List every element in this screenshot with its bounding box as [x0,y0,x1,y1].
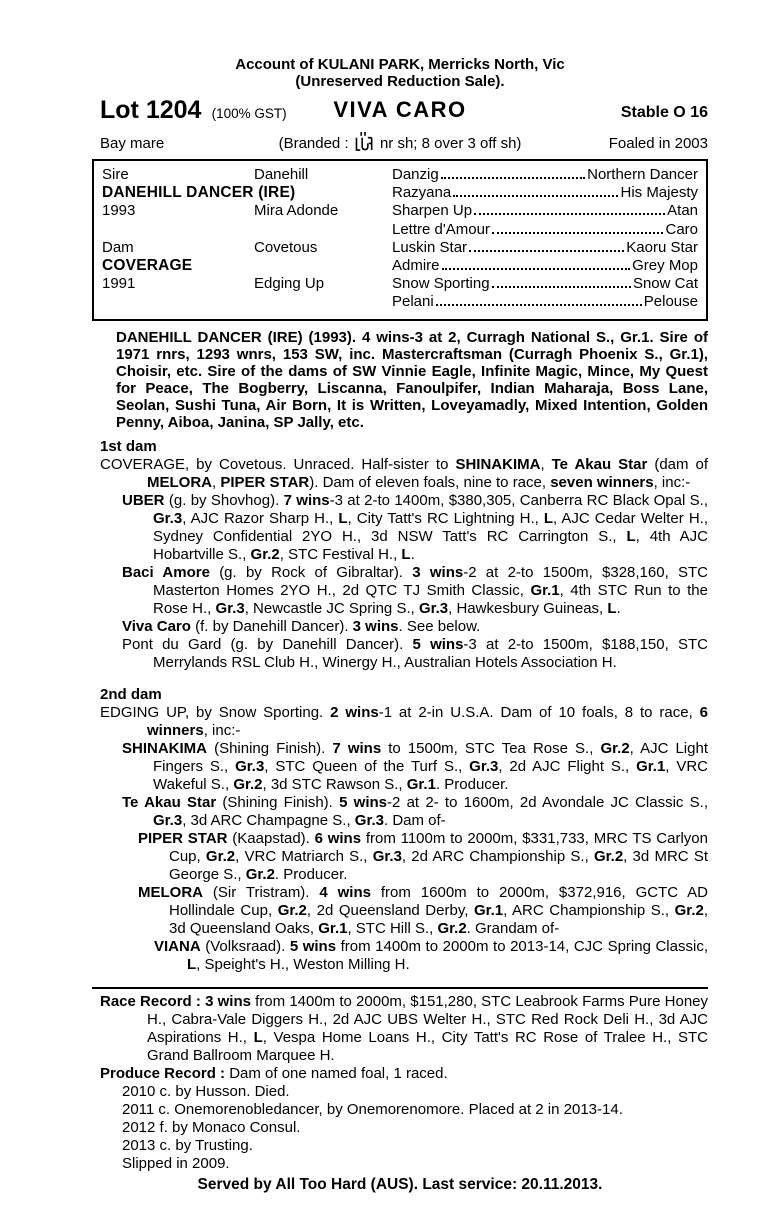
dot-leader [492,286,631,288]
second-dam-entry: EDGING UP, by Snow Sporting. 2 wins-1 at 2-in U.S.A. Dam of 10 foals, 8 to race, 6 winners, inc:- [100,703,708,739]
progeny-viana: VIANA (Volksraad). 5 wins from 1400m to 2000m to 2013-14, CJC Spring Classic, L, Speight's H., Weston Milling H. [154,937,708,973]
brand-note-suffix: nr sh; 8 over 3 off sh) [379,135,522,152]
lot-label-group [100,96,287,125]
empty-cell [254,184,392,202]
progeny-piper-star: PIPER STAR (Kaapstad). 6 wins from 1100m to 2000m, $331,733, MRC TS Carlyon Cup, Gr.2, VRC Matriarch S., Gr.3, 2d ARC Championship S., Gr.2, 3d MRC St George S., Gr.2. Producer. [138,829,709,883]
progeny-melora: MELORA (Sir Tristram). 4 wins from 1600m to 2000m, $372,916, GCTC AD Hollindale Cup, Gr.2, 2d Queensland Derby, Gr.1, ARC Championship S., Gr.2, 3d Queensland Oaks, Gr.1, STC Hill S., Gr.2. Grandam of- [138,883,708,937]
dot-leader [474,213,665,215]
ancestor-parent: Pelouse [643,293,698,311]
ancestor-parent: Northern Dancer [587,166,698,183]
progeny-uber: UBER (g. by Shovhog). 7 wins-3 at 2-to 1400m, $380,305, Canberra RC Black Opal S., Gr.3, AJC Razor Sharp H., L, City Tatt's RC Lightning H., L, AJC Cedar Welter H., Sydney Confidential 2YO H., 3d NSW Tatt's RC Carrington S., L, 4th AJC Hobartville S., Gr.2, STC Festival H., L. [122,491,708,563]
ancestor-name: Lettre d'Amour [392,220,490,238]
dam-dam: Edging Up [254,275,325,293]
gst-note: (100% GST) [211,106,287,121]
stable-location: Stable O 16 [620,104,708,121]
sire-summary: DANEHILL DANCER (IRE) (1993). 4 wins-3 at 2, Curragh National S., Gr.1. Sire of 1971 rnrs, 1293 wnrs, 153 SW, inc. Mastercraftsman (Curragh Phoenix S., Gr.1), Choisir, etc. Sire of the dams of SW Vinnie Eagle, Infinite Magic, Mince, My Quest for Peace, The Bogberry, Liscanna, Fanoulpifer, Indian Maharaja, Boss Lane, Seolan, Sushi Tuna, Air Born, It is Written, Loveyamadly, Mixed Intention, Golden Penny, Aiboa, Janina, SP Jally, etc. [116,328,708,431]
dot-leader [436,304,642,306]
horse-brand-mark-icon [355,131,374,152]
produce-item-2013: 2013 c. by Trusting. [122,1136,253,1154]
progeny-te-akau-star: Te Akau Star (Shining Finish). 5 wins-2 at 2- to 1600m, 2d Avondale JC Classic S., Gr.3, 3d ARC Champagne S., Gr.3. Dam of- [122,793,708,829]
account-line-1: Account of KULANI PARK, Merricks North, Vic [235,56,565,73]
produce-item-slipped: Slipped in 2009. [122,1154,230,1172]
ancestor-parent: Kaoru Star [626,238,698,256]
sire-dam: Mira Adonde [254,202,339,220]
empty-cell [254,257,392,275]
lot-header-row [92,94,708,127]
lot-number: Lot 1204 [100,96,202,124]
sire-label: Sire [102,166,129,183]
dot-leader [492,232,664,234]
ancestor-row [392,184,698,202]
first-dam-entry: COVERAGE, by Covetous. Unraced. Half-sister to SHINAKIMA, Te Akau Star (dam of MELORA, PIPER STAR). Dam of eleven foals, nine to race, seven winners, inc:- [100,455,709,491]
second-dam-heading: 2nd dam [100,685,162,703]
page-content [92,0,708,1194]
ancestor-row [392,239,698,257]
progeny-baci-amore: Baci Amore (g. by Rock of Gibraltar). 3 wins-2 at 2-to 1500m, $328,160, STC Masterton Homes 2YO H., 2d QTC TJ Smith Classic, Gr.1, 4th STC Run to the Rose H., Gr.3, Newcastle JC Spring S., Gr.3, Hawkesbury Guineas, L. [122,563,709,617]
brand-note [279,131,522,152]
ancestor-name: Pelani [392,293,434,311]
ancestor-parent: Snow Cat [632,275,698,293]
divider-rule [92,987,708,989]
progeny-shinakima: SHINAKIMA (Shining Finish). 7 wins to 1500m, STC Tea Rose S., Gr.2, AJC Light Fingers S., Gr.3, STC Queen of the Turf S., Gr.3, 2d AJC Flight S., Gr.1, VRC Wakeful S., Gr.2, 3d STC Rawson S., Gr.1. Producer. [122,739,708,793]
ancestor-name: Danzig [392,166,439,183]
ancestor-row [392,293,698,311]
produce-record: Produce Record : Dam of one named foal, 1 raced. [100,1064,448,1082]
ancestor-name: Admire [392,256,440,274]
empty-cell [254,293,392,311]
colour-sex: Bay mare [100,135,165,152]
foaled-year: Foaled in 2003 [608,135,708,152]
sire-name: DANEHILL DANCER (IRE) [102,184,296,202]
service-note: Served by All Too Hard (AUS). Last service: 20.11.2013. [197,1175,603,1193]
race-record: Race Record : 3 wins from 1400m to 2000m, $151,280, STC Leabrook Farms Pure Honey H., Cabra-Vale Diggers H., 2d AJC UBS Welter H., STC Red Rock Deli H., 3d AJC Aspirations H., L, Vespa Home Loans H., City Tatt's RC Rose of Tralee H., STC Grand Ballroom Marquee H. [100,992,708,1064]
empty-cell [254,221,392,239]
ancestor-parent: Grey Mop [632,256,698,274]
dot-leader [453,195,618,197]
dam-sire: Covetous [254,238,318,256]
progeny-pont-du-gard: Pont du Gard (g. by Danehill Dancer). 5 wins-3 at 2-to 1500m, $188,150, STC Merrylands RSL Club H., Winergy H., Australian Hotels Association H. [122,635,708,671]
produce-item-2011: 2011 c. Onemorenobledancer, by Onemorenomore. Placed at 2 in 2013-14. [122,1100,623,1118]
ancestor-name: Sharpen Up [392,202,473,220]
first-dam-heading: 1st dam [100,437,157,455]
dam-year: 1991 [102,275,136,293]
ancestor-parent: His Majesty [620,184,698,202]
produce-item-2010: 2010 c. by Husson. Died. [122,1082,290,1100]
progeny-viva-caro: Viva Caro (f. by Danehill Dancer). 3 wins. See below. [122,617,481,635]
sire-year: 1993 [102,202,136,220]
account-line-2: (Unreserved Reduction Sale). [295,73,505,90]
ancestor-name: Razyana [392,184,452,202]
horse-name: VIVA CARO [333,97,467,122]
ancestor-name: Snow Sporting [392,275,490,293]
pedigree-table [92,159,708,321]
dot-leader [442,268,631,270]
sire-sire: Danehill [254,166,309,183]
ancestor-name: Luskin Star [392,238,468,256]
ancestor-row [392,257,698,275]
ancestor-row [392,166,698,184]
empty-cell [102,293,254,311]
empty-cell [102,221,254,239]
dam-name: COVERAGE [102,256,193,274]
ancestor-row [392,202,698,220]
brand-note-prefix: (Branded : [278,135,349,152]
dot-leader [469,250,624,252]
description-row [92,132,708,152]
ancestor-row [392,275,698,293]
dot-leader [441,177,585,179]
ancestor-parent: Atan [667,202,698,220]
dam-label: Dam [102,238,134,256]
ancestor-row [392,221,698,239]
ancestor-parent: Caro [665,220,698,238]
produce-item-2012: 2012 f. by Monaco Consul. [122,1118,301,1136]
